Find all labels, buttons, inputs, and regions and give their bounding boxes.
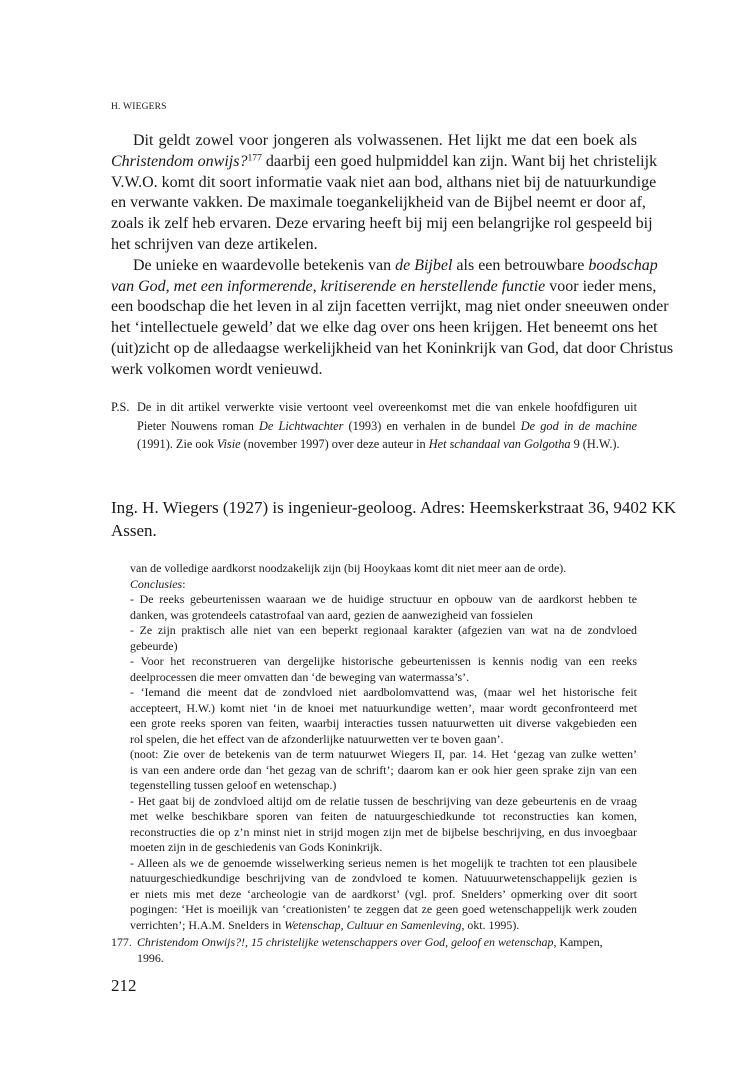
text-line (130, 825, 637, 841)
text-line (130, 794, 637, 810)
postscript-label: P.S. (111, 400, 130, 414)
text-line (130, 561, 637, 577)
footnote-ref: 177 (247, 152, 262, 164)
text-line (137, 398, 637, 417)
text-segment: 9 (H.W.). (570, 437, 620, 451)
text-line (130, 747, 637, 763)
text-line (111, 277, 657, 298)
text-line (137, 435, 637, 454)
text-line (130, 608, 637, 624)
text-segment: (noot: Zie over de betekenis van de term natuurwet Wiegers II, par. 14. Het ‘gezag van zulke wetten’ (130, 747, 637, 761)
text-segment: - ‘Iemand die meent dat de zondvloed niet aardbolomvattend was, (maar wel het historische feit (130, 685, 637, 699)
body-text (111, 131, 674, 381)
text-line (130, 809, 637, 825)
text-line (130, 887, 637, 903)
text-segment: - Voor het reconstrueren van dergelijke historische gebeurtenissen is kennis nodig van een reeks (130, 654, 637, 668)
text-segment: De unieke en waardevolle betekenis van (133, 256, 396, 274)
text-line (130, 856, 637, 872)
text-line (111, 173, 657, 194)
text-line (130, 840, 637, 856)
text-segment: als een betrouwbare (452, 256, 589, 274)
text-segment: (1993) en verhalen in de bundel (343, 418, 521, 433)
text-segment: Conclusies (130, 576, 183, 591)
text-segment: Het schandaal van Golgotha (428, 437, 571, 451)
text-segment: verrichten’; H.A.M. Snelders in (130, 917, 285, 932)
text-segment: zoals ik zelf heb ervaren. Deze ervaring heeft bij mij een belangrijke rol gespeeld bij (111, 215, 653, 233)
text-segment: : (182, 576, 186, 591)
text-line (130, 918, 637, 934)
text-segment: rol spelen, die het effect van de afzonderlijke natuurwetten ver te boven gaan’. (130, 731, 504, 746)
text-segment: Christendom Onwijs?!, 15 christelijke wetenschappers over God, geloof en wetenschap (137, 935, 554, 949)
text-segment: Visie (216, 437, 241, 451)
text-segment: natuurgeschiedkundige beschrijving van de zondvloed te komen. Natuuurwetenschappelijk gezien is (130, 871, 637, 885)
text-line (130, 871, 637, 887)
text-line (137, 935, 637, 951)
text-segment: De Lichtwachter (259, 418, 344, 433)
running-head: H. WIEGERS (111, 102, 167, 112)
text-segment: werk volkomen wordt venieuwd. (111, 360, 323, 378)
text-segment: reconstructies die op z’n minst niet in strijd mogen zijn met de bijbelse beschrijving, en dus invoegbaar (130, 824, 637, 839)
footnote-177 (111, 935, 637, 966)
text-segment: de Bijbel (395, 256, 453, 274)
text-line (130, 623, 637, 639)
text-segment: De god in de machine (520, 418, 637, 433)
text-line (137, 951, 637, 967)
text-segment: tegenstelling tussen geloof en wetenschap.) (130, 778, 337, 792)
text-segment: , Kampen, (553, 935, 603, 949)
text-segment: (uit)zicht op de alledaagse werkelijkheid van het Koninkrijk van God, dat door Christus (111, 339, 674, 357)
text-segment: pogingen: ‘Het is moeilijk van ‘creationisten’ te zeggen dat ze geen goed wetenschappelijk werk zouden (130, 902, 637, 916)
text-line (111, 214, 653, 235)
text-segment: met welke beschikbare sporen van feiten de natuurgeschiedkunde tot reconstructies kan komen, (130, 809, 637, 823)
text-segment: en verwante vakken. De maximale toegankelijkheid van de Bijbel neemt er door af, (111, 194, 646, 212)
text-segment: danken, was grotendeels catastrofaal van aard, gezien de aanwezigheid van fossielen (130, 607, 533, 622)
page-number: 212 (111, 976, 137, 995)
text-segment: (1991). Zie ook (137, 437, 217, 451)
text-segment: De in dit artikel verwerkte visie vertoont veel overeenkomst met die van enkele hoofdfiguren uit (137, 400, 637, 414)
text-segment: - Alleen als we de genoemde wisselwerking serieus nemen is het mogelijk te trachten tot een plausibele (130, 855, 637, 870)
text-line (111, 339, 674, 360)
text-segment: een boodschap die het leven in al zijn facetten verrijkt, mag niet onder sneeuwen onder (111, 298, 669, 316)
text-segment: accepteert, H.W.) komt niet ‘in de knoei met natuurkundige wetten’, maar wordt geconfronteerd met (130, 700, 637, 715)
text-line (111, 519, 637, 542)
text-line (130, 639, 637, 655)
text-segment: (november 1997) over deze auteur in (240, 437, 429, 451)
text-line (130, 670, 637, 686)
text-line (130, 778, 637, 794)
text-line (130, 685, 637, 701)
text-line (111, 256, 658, 277)
text-line (130, 763, 637, 779)
text-segment: een grote reeks sporen van feiten, waarbij interacties tussen natuurwetten uit diverse vakgebieden een (130, 716, 637, 730)
text-segment: Ing. H. Wiegers (1927) is ingenieur-geoloog. Adres: Heemskerkstraat 36, 9402 KK (111, 498, 677, 517)
text-segment: het ‘intellectuele geweld’ dat we elke dag over ons heen krijgen. Het beneemt ons het (111, 319, 658, 337)
text-segment: Christendom onwijs? (111, 152, 248, 170)
text-line (130, 902, 637, 918)
text-segment: - Het gaat bij de zondvloed altijd om de relatie tussen de beschrijving van deze gebeurtenis en de vraag (130, 793, 637, 808)
postscript (111, 398, 637, 454)
text-segment: gebeurde) (130, 638, 178, 653)
text-line (111, 318, 658, 339)
text-line (130, 654, 637, 670)
text-segment: van God, met een informerende, kritiserende en herstellende functie (111, 277, 546, 295)
text-segment: deelprocessen die meer omvatten dan ‘de beweging van watermassa’s’. (130, 669, 470, 684)
text-line (130, 592, 637, 608)
text-segment: - Ze zijn praktisch alle niet van een beperkt regionaal karakter (afgezien van wat na de zondvloed (130, 623, 637, 637)
text-line (111, 496, 677, 519)
postscript-text (137, 398, 637, 454)
text-segment: Assen. (111, 521, 157, 540)
text-line (137, 417, 637, 436)
footnote-text (137, 935, 637, 966)
text-line (111, 235, 637, 256)
text-line (111, 360, 637, 381)
author-bio (111, 496, 677, 542)
text-segment: , okt. 1995). (461, 917, 520, 932)
text-segment: - De reeks gebeurtenissen waaraan we de huidige structuur en opbouw van de aardkorst hebben te (130, 592, 637, 606)
text-line (111, 131, 637, 152)
text-segment: Wetenschap, Cultuur en Samenleving (284, 917, 462, 932)
text-line (111, 297, 669, 318)
text-segment: V.W.O. komt dit soort informatie vaak niet aan bod, althans niet bij de natuurkundige (111, 173, 657, 191)
text-segment: voor ieder mens, (545, 277, 657, 295)
text-segment: Pieter Nouwens roman (137, 418, 259, 433)
text-line (130, 732, 637, 748)
text-segment: van de volledige aardkorst noodzakelijk zijn (bij Hooykaas komt dit niet meer aan de orde). (130, 561, 567, 575)
text-segment: 1996. (137, 950, 164, 965)
text-segment: boodschap (588, 256, 658, 274)
text-segment: is van een andere orde dan ‘het gezag van de schrift’; daarom kan er ook hier geen sprake zijn van een (130, 762, 637, 777)
text-line (130, 577, 637, 593)
text-segment: moeten zijn in de geschiedenis van Gods Koninkrijk. (130, 840, 383, 854)
footnote-label: 177. (111, 935, 132, 949)
text-segment: er niets mis met deze ‘archeologie van de aardkorst’ (vgl. prof. Snelders’ opmerking over dit soort (130, 886, 637, 901)
text-line (130, 701, 637, 717)
text-segment: het schrijven van deze artikelen. (111, 235, 318, 253)
text-segment: daarbij een goed hulpmiddel kan zijn. Want bij het christelijk (261, 152, 658, 170)
notes-continuation (130, 561, 637, 933)
text-line (111, 193, 646, 214)
text-line (111, 152, 658, 173)
text-line (130, 716, 637, 732)
text-segment: Dit geldt zowel voor jongeren als volwassenen. Het lijkt me dat een boek als (133, 132, 637, 149)
